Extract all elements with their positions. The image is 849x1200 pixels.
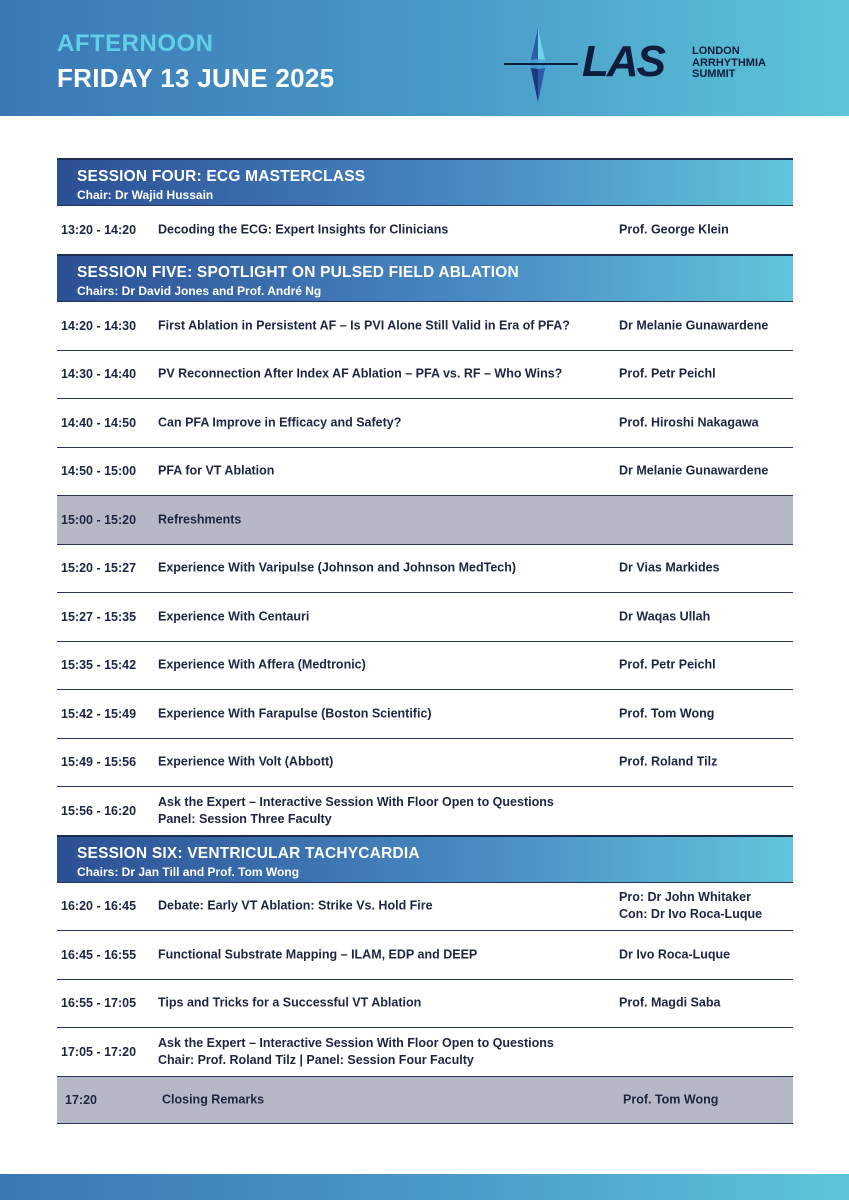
session-title: SESSION FIVE: SPOTLIGHT ON PULSED FIELD ABLATION [77, 264, 519, 281]
row-time: 13:20 - 14:20 [61, 223, 137, 237]
agenda-row [57, 786, 793, 835]
page-footer-bar [0, 1174, 849, 1200]
row-time: 17:20 [65, 1092, 97, 1107]
row-speaker: Prof. Petr Peichl [619, 366, 716, 381]
row-time: 16:45 - 16:55 [61, 947, 137, 962]
row-panel-line: Panel: Session Three Faculty [158, 811, 332, 826]
row-time: 16:20 - 16:45 [61, 899, 137, 914]
row-time: 15:56 - 16:20 [61, 803, 137, 818]
row-speaker-con: Con: Dr Ivo Roca-Luque [619, 907, 763, 922]
row-speaker: Prof. Roland Tilz [619, 754, 718, 769]
row-description: PFA for VT Ablation [158, 463, 275, 478]
row-description: Tips and Tricks for a Successful VT Ablation [158, 995, 422, 1010]
agenda-row [57, 350, 793, 399]
refreshments-row [57, 495, 793, 544]
session-chair: Chairs: Dr Jan Till and Prof. Tom Wong [77, 864, 300, 879]
logo-wordmark [692, 46, 766, 81]
agenda-row [57, 205, 793, 254]
row-description: Experience With Volt (Abbott) [158, 754, 334, 769]
row-speaker: Prof. Hiroshi Nakagawa [619, 415, 759, 430]
session-five-header [57, 254, 793, 301]
row-speaker: Prof. George Klein [619, 222, 729, 237]
row-time: 15:00 - 15:20 [61, 512, 137, 527]
session-title: SESSION FOUR: ECG MASTERCLASS [77, 168, 366, 185]
row-description: Closing Remarks [162, 1092, 265, 1107]
row-speaker: Dr Melanie Gunawardene [619, 318, 769, 333]
row-time: 15:49 - 15:56 [61, 755, 137, 770]
page-subtitle: AFTERNOON [57, 30, 214, 57]
page-title: FRIDAY 13 JUNE 2025 [57, 63, 335, 93]
row-time: 15:42 - 15:49 [61, 706, 137, 721]
agenda-row [57, 447, 793, 496]
session-chair: Chairs: Dr David Jones and Prof. André Ng [77, 284, 322, 298]
row-description: Experience With Farapulse (Boston Scientific) [158, 706, 432, 721]
row-description: Refreshments [158, 512, 242, 527]
diamond-logo-icon [502, 26, 582, 106]
agenda-row [57, 1027, 793, 1076]
row-description: Experience With Centauri [158, 609, 310, 624]
agenda-row [57, 398, 793, 447]
row-description: First Ablation in Persistent AF – Is PVI Alone Still Valid in Era of PFA? [158, 318, 570, 333]
row-speaker: Dr Waqas Ullah [619, 609, 711, 624]
session-title: SESSION SIX: VENTRICULAR TACHYCARDIA [77, 844, 420, 862]
agenda-row [57, 930, 793, 979]
logo-abbreviation: LAS [582, 37, 664, 86]
row-speaker [619, 889, 762, 923]
agenda-row [57, 979, 793, 1028]
row-speaker: Dr Melanie Gunawardene [619, 463, 769, 478]
row-speaker: Dr Vias Markides [619, 560, 720, 575]
row-description: Experience With Affera (Medtronic) [158, 657, 366, 672]
row-time: 14:40 - 14:50 [61, 415, 137, 430]
agenda-row [57, 592, 793, 641]
logo-word-1: LONDON [692, 45, 740, 57]
row-speaker-pro: Pro: Dr John Whitaker [619, 890, 751, 905]
logo-word-2: ARRHYTHMIA [692, 56, 766, 69]
row-panel-line: Chair: Prof. Roland Tilz | Panel: Session Four Faculty [158, 1052, 474, 1067]
row-description-line: Ask the Expert – Interactive Session With Floor Open to Questions [158, 794, 554, 809]
row-speaker: Prof. Tom Wong [619, 706, 715, 721]
row-time: 14:20 - 14:30 [61, 318, 137, 333]
row-time: 17:05 - 17:20 [61, 1044, 137, 1059]
row-time: 16:55 - 17:05 [61, 996, 137, 1011]
agenda-row [57, 738, 793, 787]
row-speaker: Dr Ivo Roca-Luque [619, 947, 731, 962]
row-description: Decoding the ECG: Expert Insights for Clinicians [158, 222, 449, 237]
agenda-table [57, 158, 793, 1124]
row-speaker: Prof. Tom Wong [623, 1092, 719, 1107]
session-four-header [57, 158, 793, 205]
row-time: 14:30 - 14:40 [61, 367, 137, 382]
agenda-row [57, 882, 793, 931]
row-description: Experience With Varipulse (Johnson and Johnson MedTech) [158, 560, 517, 575]
row-time: 14:50 - 15:00 [61, 464, 137, 479]
closing-remarks-row [57, 1076, 793, 1125]
las-logo [502, 26, 802, 106]
row-description: Functional Substrate Mapping – ILAM, EDP and DEEP [158, 947, 478, 962]
page-header [0, 0, 849, 116]
session-chair: Chair: Dr Wajid Hussain [77, 188, 214, 202]
agenda-row [57, 689, 793, 738]
row-description-line: Ask the Expert – Interactive Session With Floor Open to Questions [158, 1035, 554, 1050]
row-time: 15:35 - 15:42 [61, 658, 137, 673]
agenda-row [57, 641, 793, 690]
row-time: 15:27 - 15:35 [61, 609, 137, 624]
row-description: Can PFA Improve in Efficacy and Safety? [158, 415, 402, 430]
row-description [158, 794, 554, 828]
agenda-row [57, 301, 793, 350]
logo-word-3: SUMMIT [692, 68, 736, 80]
row-description [158, 1035, 554, 1069]
row-time: 15:20 - 15:27 [61, 561, 137, 576]
session-six-header [57, 835, 793, 882]
agenda-row [57, 544, 793, 593]
row-speaker: Prof. Petr Peichl [619, 657, 716, 672]
row-speaker: Prof. Magdi Saba [619, 995, 721, 1010]
row-description: PV Reconnection After Index AF Ablation – PFA vs. RF – Who Wins? [158, 366, 563, 381]
row-description: Debate: Early VT Ablation: Strike Vs. Hold Fire [158, 898, 433, 913]
